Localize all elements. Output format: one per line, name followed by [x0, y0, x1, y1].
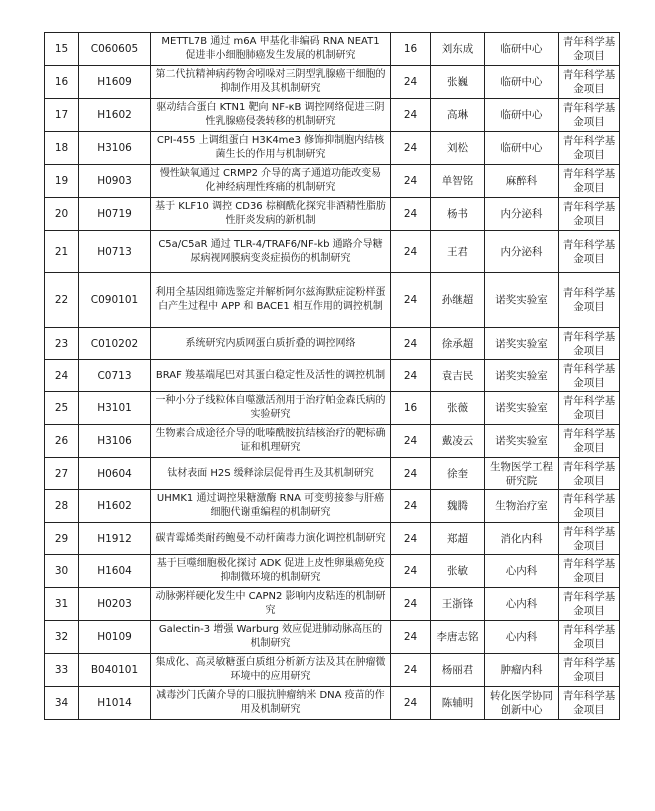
funding-amount: 24: [391, 165, 431, 198]
principal-investigator: 陈辅明: [431, 687, 485, 720]
row-number: 20: [45, 198, 79, 231]
row-number: 17: [45, 99, 79, 132]
table-row: [45, 555, 620, 588]
department: 心内科: [485, 588, 559, 621]
subject-code: C010202: [79, 328, 151, 360]
department: 消化内科: [485, 523, 559, 555]
project-type: 青年科学基金项目: [559, 687, 620, 720]
subject-code: H0719: [79, 198, 151, 231]
department: 麻醉科: [485, 165, 559, 198]
table-row: [45, 687, 620, 720]
row-number: 30: [45, 555, 79, 588]
row-number: 16: [45, 66, 79, 99]
row-number: 27: [45, 458, 79, 490]
project-title: 利用全基因组筛选鉴定并解析阿尔兹海默症淀粉样蛋白产生过程中 APP 和 BACE1 相互作用的调控机制: [151, 273, 391, 328]
department: 生物治疗室: [485, 490, 559, 523]
department: 临研中心: [485, 132, 559, 165]
funding-amount: 24: [391, 360, 431, 392]
principal-investigator: 李唐志铭: [431, 621, 485, 654]
funding-amount: 24: [391, 66, 431, 99]
row-number: 31: [45, 588, 79, 621]
funding-amount: 24: [391, 458, 431, 490]
project-type: 青年科学基金项目: [559, 165, 620, 198]
table-row: [45, 490, 620, 523]
funding-amount: 24: [391, 654, 431, 687]
table-row: [45, 392, 620, 425]
project-title: METTL7B 通过 m6A 甲基化非编码 RNA NEAT1 促进非小细胞肺癌发生发展的机制研究: [151, 33, 391, 66]
table-row: [45, 360, 620, 392]
department: 转化医学协同创新中心: [485, 687, 559, 720]
principal-investigator: 单智铭: [431, 165, 485, 198]
subject-code: H0903: [79, 165, 151, 198]
table-row: [45, 425, 620, 458]
project-type: 青年科学基金项目: [559, 132, 620, 165]
project-title: 一种小分子线粒体自噬激活剂用于治疗帕金森氏病的实验研究: [151, 392, 391, 425]
project-type: 青年科学基金项目: [559, 360, 620, 392]
subject-code: H1602: [79, 490, 151, 523]
funding-amount: 24: [391, 231, 431, 273]
subject-code: C0713: [79, 360, 151, 392]
project-title: C5a/C5aR 通过 TLR-4/TRAF6/NF-kb 通路介导糖尿病视网膜病变炎症损伤的机制研究: [151, 231, 391, 273]
row-number: 33: [45, 654, 79, 687]
department: 肿瘤内科: [485, 654, 559, 687]
principal-investigator: 张巍: [431, 66, 485, 99]
principal-investigator: 刘东成: [431, 33, 485, 66]
project-title: 基于巨噬细胞极化探讨 ADK 促进上皮性卵巢癌免疫抑制微环境的机制研究: [151, 555, 391, 588]
project-title: 生物素合成途径介导的吡嗪酰胺抗结核治疗的靶标确证和机理研究: [151, 425, 391, 458]
subject-code: H1014: [79, 687, 151, 720]
project-type: 青年科学基金项目: [559, 621, 620, 654]
subject-code: H0713: [79, 231, 151, 273]
project-type: 青年科学基金项目: [559, 198, 620, 231]
row-number: 25: [45, 392, 79, 425]
subject-code: H3106: [79, 425, 151, 458]
principal-investigator: 魏腾: [431, 490, 485, 523]
department: 心内科: [485, 555, 559, 588]
subject-code: H0604: [79, 458, 151, 490]
project-type: 青年科学基金项目: [559, 425, 620, 458]
project-type: 青年科学基金项目: [559, 99, 620, 132]
funding-amount: 24: [391, 99, 431, 132]
project-type: 青年科学基金项目: [559, 588, 620, 621]
project-type: 青年科学基金项目: [559, 490, 620, 523]
subject-code: H1602: [79, 99, 151, 132]
row-number: 28: [45, 490, 79, 523]
project-title: 第二代抗精神病药物舍吲哚对三阴型乳腺癌干细胞的抑制作用及其机制研究: [151, 66, 391, 99]
principal-investigator: 徐承超: [431, 328, 485, 360]
department: 生物医学工程研究院: [485, 458, 559, 490]
project-type: 青年科学基金项目: [559, 458, 620, 490]
row-number: 24: [45, 360, 79, 392]
department: 诺奖实验室: [485, 392, 559, 425]
department: 内分泌科: [485, 198, 559, 231]
project-type: 青年科学基金项目: [559, 66, 620, 99]
project-title: 基于 KLF10 调控 CD36 棕榈酰化探究非酒精性脂肪性肝炎发病的新机制: [151, 198, 391, 231]
project-type: 青年科学基金项目: [559, 231, 620, 273]
principal-investigator: 戴凌云: [431, 425, 485, 458]
project-title: Galectin-3 增强 Warburg 效应促进肺动脉高压的机制研究: [151, 621, 391, 654]
project-type: 青年科学基金项目: [559, 555, 620, 588]
project-title: 碳青霉烯类耐药鲍曼不动杆菌毒力演化调控机制研究: [151, 523, 391, 555]
funding-amount: 16: [391, 33, 431, 66]
table-row: [45, 33, 620, 66]
row-number: 19: [45, 165, 79, 198]
project-title: 钛材表面 H2S 缓释涂层促骨再生及其机制研究: [151, 458, 391, 490]
funding-amount: 16: [391, 392, 431, 425]
project-type: 青年科学基金项目: [559, 33, 620, 66]
project-table-body: [45, 33, 620, 720]
row-number: 15: [45, 33, 79, 66]
row-number: 18: [45, 132, 79, 165]
department: 诺奖实验室: [485, 425, 559, 458]
funding-amount: 24: [391, 425, 431, 458]
principal-investigator: 杨丽君: [431, 654, 485, 687]
principal-investigator: 孙继超: [431, 273, 485, 328]
funding-amount: 24: [391, 687, 431, 720]
funding-amount: 24: [391, 490, 431, 523]
table-row: [45, 273, 620, 328]
table-row: [45, 132, 620, 165]
subject-code: H3106: [79, 132, 151, 165]
subject-code: H0203: [79, 588, 151, 621]
project-type: 青年科学基金项目: [559, 392, 620, 425]
principal-investigator: 张薇: [431, 392, 485, 425]
table-row: [45, 66, 620, 99]
principal-investigator: 刘松: [431, 132, 485, 165]
funding-amount: 24: [391, 523, 431, 555]
funding-amount: 24: [391, 328, 431, 360]
subject-code: H1604: [79, 555, 151, 588]
row-number: 23: [45, 328, 79, 360]
subject-code: B040101: [79, 654, 151, 687]
project-table: [44, 32, 620, 720]
funding-amount: 24: [391, 273, 431, 328]
project-title: 驱动结合蛋白 KTN1 靶向 NF-κB 调控网络促进三阴性乳腺癌侵袭转移的机制研究: [151, 99, 391, 132]
row-number: 34: [45, 687, 79, 720]
table-row: [45, 328, 620, 360]
project-type: 青年科学基金项目: [559, 523, 620, 555]
department: 诺奖实验室: [485, 273, 559, 328]
table-row: [45, 231, 620, 273]
project-title: UHMK1 通过调控果糖激酶 RNA 可变剪接参与肝癌细胞代谢重编程的机制研究: [151, 490, 391, 523]
funding-amount: 24: [391, 588, 431, 621]
principal-investigator: 王浙锋: [431, 588, 485, 621]
project-type: 青年科学基金项目: [559, 654, 620, 687]
department: 临研中心: [485, 66, 559, 99]
department: 内分泌科: [485, 231, 559, 273]
subject-code: H1609: [79, 66, 151, 99]
table-row: [45, 165, 620, 198]
subject-code: H1912: [79, 523, 151, 555]
table-row: [45, 99, 620, 132]
project-title: BRAF 羧基端尾巴对其蛋白稳定性及活性的调控机制: [151, 360, 391, 392]
project-title: 减毒沙门氏菌介导的口服抗肿瘤纳米 DNA 疫苗的作用及机制研究: [151, 687, 391, 720]
table-row: [45, 654, 620, 687]
project-type: 青年科学基金项目: [559, 273, 620, 328]
principal-investigator: 张敏: [431, 555, 485, 588]
subject-code: H0109: [79, 621, 151, 654]
subject-code: H3101: [79, 392, 151, 425]
row-number: 21: [45, 231, 79, 273]
row-number: 32: [45, 621, 79, 654]
project-title: 慢性缺氧通过 CRMP2 介导的离子通道功能改变易化神经病理性疼痛的机制研究: [151, 165, 391, 198]
funding-amount: 24: [391, 555, 431, 588]
principal-investigator: 袁吉民: [431, 360, 485, 392]
project-title: 系统研究内质网蛋白质折叠的调控网络: [151, 328, 391, 360]
table-row: [45, 198, 620, 231]
department: 临研中心: [485, 33, 559, 66]
project-title: 动脉粥样硬化发生中 CAPN2 影响内皮粘连的机制研究: [151, 588, 391, 621]
subject-code: C060605: [79, 33, 151, 66]
funding-amount: 24: [391, 621, 431, 654]
principal-investigator: 高琳: [431, 99, 485, 132]
department: 诺奖实验室: [485, 360, 559, 392]
table-row: [45, 458, 620, 490]
principal-investigator: 徐奎: [431, 458, 485, 490]
funding-amount: 24: [391, 132, 431, 165]
department: 临研中心: [485, 99, 559, 132]
row-number: 22: [45, 273, 79, 328]
table-row: [45, 621, 620, 654]
row-number: 29: [45, 523, 79, 555]
project-type: 青年科学基金项目: [559, 328, 620, 360]
department: 诺奖实验室: [485, 328, 559, 360]
funding-amount: 24: [391, 198, 431, 231]
principal-investigator: 郑超: [431, 523, 485, 555]
table-row: [45, 523, 620, 555]
subject-code: C090101: [79, 273, 151, 328]
table-row: [45, 588, 620, 621]
project-title: CPI-455 上调组蛋白 H3K4me3 修饰抑制胞内结核菌生长的作用与机制研究: [151, 132, 391, 165]
principal-investigator: 王君: [431, 231, 485, 273]
row-number: 26: [45, 425, 79, 458]
principal-investigator: 杨书: [431, 198, 485, 231]
project-title: 集成化、高灵敏糖蛋白质组分析新方法及其在肿瘤微环境中的应用研究: [151, 654, 391, 687]
department: 心内科: [485, 621, 559, 654]
